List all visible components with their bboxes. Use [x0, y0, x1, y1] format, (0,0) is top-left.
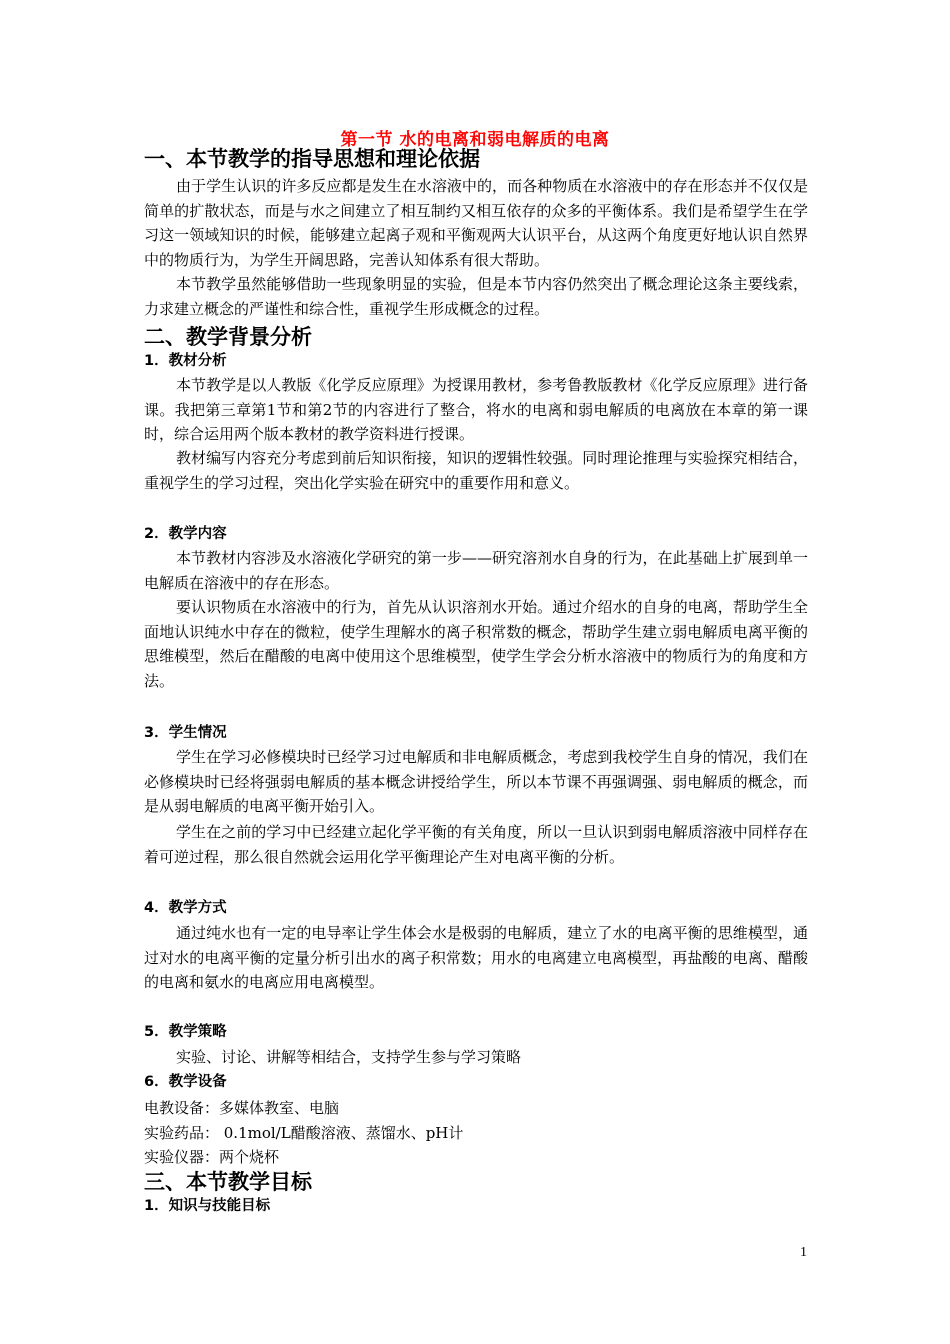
section-3-heading: 三、本节教学目标 [144, 1170, 312, 1194]
subsection-content-paragraph-2: 要认识物质在水溶液中的行为，首先从认识溶剂水开始。通过介绍水的自身的电离，帮助学生全面地认识纯水中存在的微粒，使学生理解水的离子积常数的概念，帮助学生建立弱电解质电离平衡的思维模型，然后在醋酸的电离中使用这个思维模型，使学生学会分析水溶液中的物质行为的角度和方法。 [144, 598, 808, 690]
subsection-textbook-heading: 1．教材分析 [144, 353, 227, 369]
subsection-strategy-text: 实验、讨论、讲解等相结合，支持学生参与学习策略 [176, 1048, 522, 1066]
subsection-content-paragraph-1: 本节教材内容涉及水溶液化学研究的第一步——研究溶剂水自身的行为，在此基础上扩展到单一电解质在溶液中的存在形态。 [144, 549, 808, 592]
subsection-students-paragraph-2: 学生在之前的学习中已经建立起化学平衡的有关角度，所以一旦认识到弱电解质溶液中同样存在着可逆过程，那么很自然就会运用化学平衡理论产生对电离平衡的分析。 [144, 823, 808, 866]
subsection-methods-heading: 4．教学方式 [144, 900, 227, 916]
subsection-textbook-paragraph-2: 教材编写内容充分考虑到前后知识衔接，知识的逻辑性较强。同时理论推理与实验探究相结合，重视学生的学习过程，突出化学实验在研究中的重要作用和意义。 [144, 449, 808, 492]
equipment-instruments-line: 实验仪器：两个烧杯 [144, 1148, 280, 1166]
subsection-knowledge-skills-heading: 1．知识与技能目标 [144, 1198, 271, 1214]
subsection-students-heading: 3．学生情况 [144, 725, 227, 741]
subsection-equipment-heading: 6．教学设备 [144, 1074, 227, 1090]
section-1-heading: 一、本节教学的指导思想和理论依据 [144, 147, 480, 171]
section-1-paragraph-1: 由于学生认识的许多反应都是发生在水溶液中的，而各种物质在水溶液中的存在形态并不仅仅是简单的扩散状态，而是与水之间建立了相互制约又相互依存的众多的平衡体系。我们是希望学生在学习这一领域知识的时候，能够建立起离子观和平衡观两大认识平台，从这两个角度更好地认识自然界中的物质行为，为学生开阔思路，完善认知体系有很大帮助。 [144, 177, 808, 269]
subsection-methods-paragraph-1: 通过纯水也有一定的电导率让学生体会水是极弱的电解质，建立了水的电离平衡的思维模型，通过对水的电离平衡的定量分析引出水的离子积常数；用水的电离建立电离模型，再盐酸的电离、醋酸的电离和氨水的电离应用电离模型。 [144, 924, 808, 992]
subsection-strategy-heading: 5．教学策略 [144, 1024, 227, 1040]
document-title: 第一节 水的电离和弱电解质的电离 [340, 130, 610, 150]
subsection-textbook-paragraph-1: 本节教学是以人教版《化学反应原理》为授课用教材，参考鲁教版教材《化学反应原理》进行备课。我把第三章第1节和第2节的内容进行了整合，将水的电离和弱电解质的电离放在本章的第一课时，综合运用两个版本教材的教学资料进行授课。 [144, 376, 808, 444]
subsection-students-paragraph-1: 学生在学习必修模块时已经学习过电解质和非电解质概念，考虑到我校学生自身的情况，我们在必修模块时已经将强弱电解质的基本概念讲授给学生，所以本节课不再强调强、弱电解质的概念，而是从弱电解质的电离平衡开始引入。 [144, 748, 808, 816]
equipment-av-line: 电教设备：多媒体教室、电脑 [144, 1099, 340, 1117]
section-2-heading: 二、教学背景分析 [144, 325, 312, 349]
page-number: 1 [800, 1245, 807, 1260]
subsection-content-heading: 2．教学内容 [144, 526, 227, 542]
section-1-paragraph-2: 本节教学虽然能够借助一些现象明显的实验，但是本节内容仍然突出了概念理论这条主要线索，力求建立概念的严谨性和综合性，重视学生形成概念的过程。 [144, 275, 808, 318]
equipment-reagents-line: 实验药品： 0.1mol/L醋酸溶液、蒸馏水、pH计 [144, 1124, 464, 1142]
